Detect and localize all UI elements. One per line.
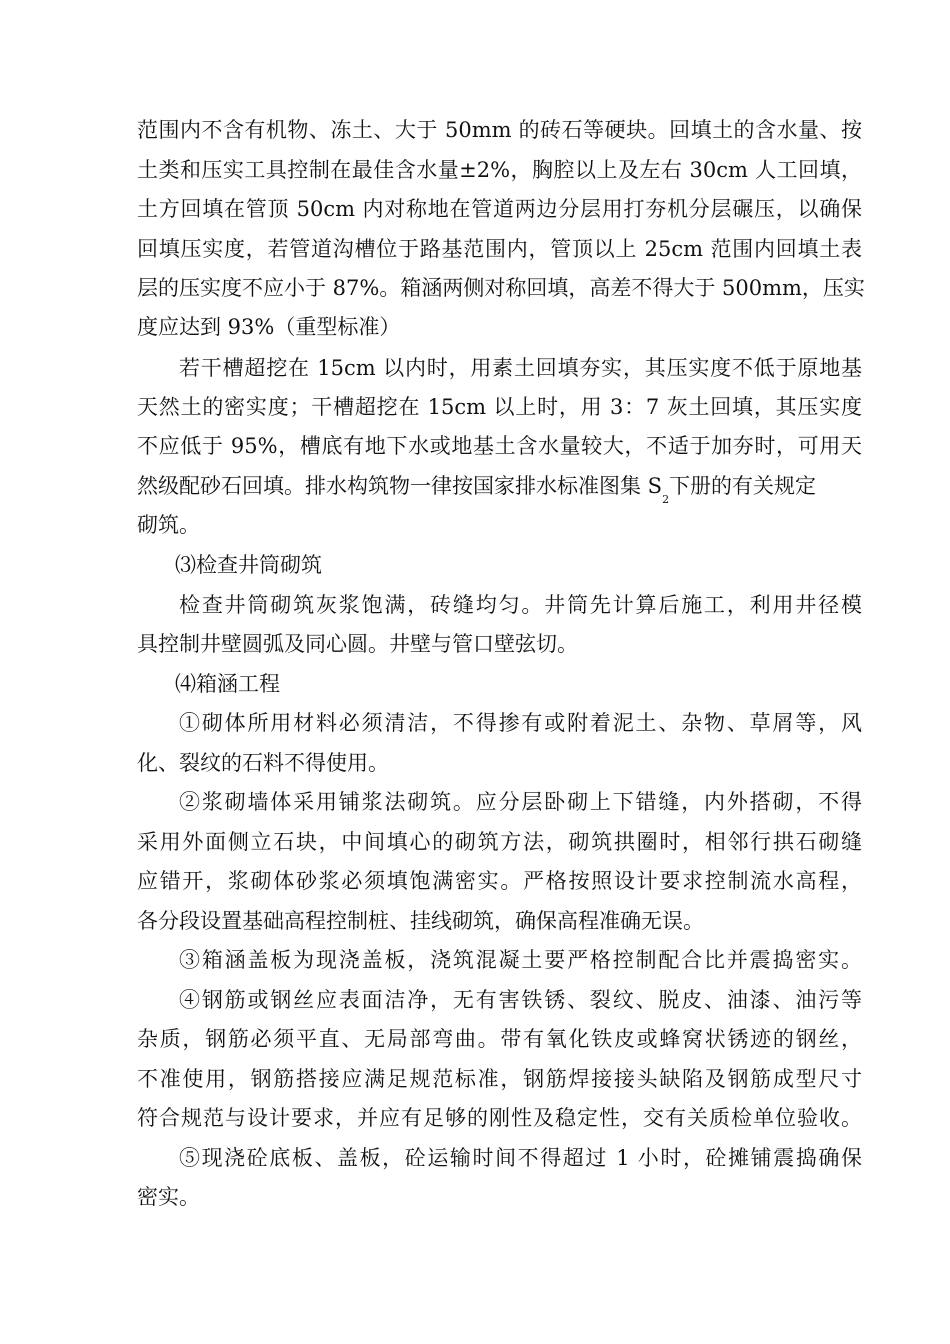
text-line: 采用外面侧立石块，中间填心的砌筑方法，砌筑拱圈时，相邻行拱石砌缝	[137, 830, 862, 854]
text-line: 若干槽超挖在 15cm 以内时，用素土回填夯实，其压实度不低于原地基	[179, 356, 862, 380]
text-line: ①砌体所用材料必须清洁，不得掺有或附着泥土、杂物、草屑等，风	[179, 711, 862, 735]
text-line	[137, 474, 862, 512]
text-line: 砌筑。	[137, 513, 200, 537]
text-line: 杂质，钢筋必须平直、无局部弯曲。带有氧化铁皮或蜂窝状锈迹的钢丝，	[137, 1027, 862, 1051]
text-line: 土类和压实工具控制在最佳含水量±2%，胸腔以上及左右 30cm 人工回填，	[137, 158, 862, 182]
text-line: 回填压实度，若管道沟槽位于路基范围内，管顶以上 25cm 范围内回填土表	[137, 237, 862, 261]
text-line: 检查井筒砌筑灰浆饱满，砖缝均匀。井筒先计算后施工，利用井径模	[179, 593, 862, 617]
text-line: 范围内不含有机物、冻土、大于 50mm 的砖石等硬块。回填土的含水量、按	[137, 118, 862, 142]
text-line: 度应达到 93%（重型标准）	[137, 315, 401, 339]
text-line: 各分段设置基础高程控制桩、挂线砌筑，确保高程准确无误。	[137, 909, 704, 933]
text-line: 层的压实度不应小于 87%。箱涵两侧对称回填，高差不得大于 500mm，压实	[137, 276, 865, 300]
section-heading: ⑷箱涵工程	[175, 672, 280, 696]
text-line: 密实。	[137, 1185, 200, 1209]
text-line: 土方回填在管顶 50cm 内对称地在管道两边分层用打夯机分层碾压，以确保	[137, 197, 862, 221]
text-line: ③箱涵盖板为现浇盖板，浇筑混凝土要严格控制配合比并震捣密实。	[179, 948, 862, 972]
text-segment: 然级配砂石回填。排水构筑物一律按国家排水标准图集 S	[137, 474, 663, 498]
text-line: 化、裂纹的石料不得使用。	[137, 751, 389, 775]
subscript: 2	[662, 493, 670, 506]
text-line: 不准使用，钢筋搭接应满足规范标准，钢筋焊接接头缺陷及钢筋成型尺寸	[137, 1067, 862, 1091]
text-segment: 下册的有关规定	[669, 474, 817, 498]
text-line: 不应低于 95%，槽底有地下水或地基土含水量较大，不适于加夯时，可用天	[137, 434, 862, 458]
text-line: 符合规范与设计要求，并应有足够的刚性及稳定性，交有关质检单位验收。	[137, 1106, 862, 1130]
text-line: 具控制井壁圆弧及同心圆。井壁与管口壁弦切。	[137, 632, 578, 656]
section-heading: ⑶检查井筒砌筑	[175, 553, 322, 577]
text-line: ④钢筋或钢丝应表面洁净，无有害铁锈、裂纹、脱皮、油漆、油污等	[179, 988, 862, 1012]
text-line: ⑤现浇砼底板、盖板，砼运输时间不得超过 1 小时，砼摊铺震捣确保	[179, 1146, 862, 1170]
text-line: 天然土的密实度；干槽超挖在 15cm 以上时，用 3：7 灰土回填，其压实度	[137, 395, 862, 419]
text-line: ②浆砌墙体采用铺浆法砌筑。应分层卧砌上下错缝，内外搭砌，不得	[179, 790, 862, 814]
text-line: 应错开，浆砌体砂浆必须填饱满密实。严格按照设计要求控制流水高程，	[137, 869, 862, 893]
